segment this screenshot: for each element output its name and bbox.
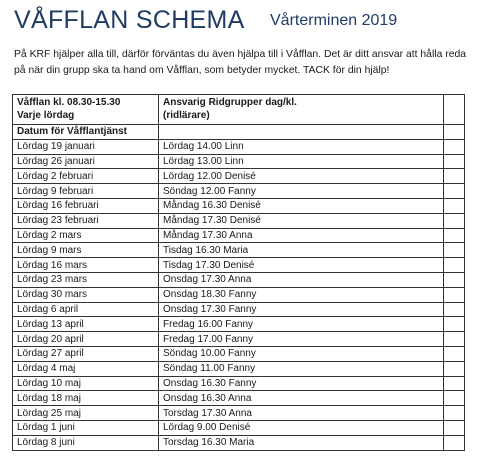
header-cell-date	[13, 95, 159, 125]
table-row	[13, 317, 465, 332]
date-cell: Lördag 10 maj	[13, 376, 159, 391]
empty-cell	[444, 243, 465, 258]
header-cell-empty	[444, 95, 465, 125]
date-cell: Lördag 27 april	[13, 346, 159, 361]
empty-cell	[444, 184, 465, 199]
group-cell: Lördag 13.00 Linn	[159, 154, 444, 169]
date-cell: Lördag 8 juni	[13, 435, 159, 450]
group-cell: Lördag 9.00 Denisé	[159, 420, 444, 435]
empty-cell	[444, 406, 465, 421]
empty-cell	[444, 346, 465, 361]
group-cell: Onsdag 18.30 Fanny	[159, 287, 444, 302]
date-cell: Lördag 9 februari	[13, 184, 159, 199]
table-row	[13, 302, 465, 317]
group-cell: Lördag 14.00 Linn	[159, 139, 444, 154]
date-cell: Lördag 16 mars	[13, 258, 159, 273]
group-cell: Söndag 11.00 Fanny	[159, 361, 444, 376]
empty-cell	[444, 154, 465, 169]
table-row	[13, 169, 465, 184]
date-cell: Lördag 1 juni	[13, 420, 159, 435]
empty-cell	[444, 287, 465, 302]
subheader-cell-empty	[444, 125, 465, 140]
table-row	[13, 287, 465, 302]
empty-cell	[444, 228, 465, 243]
group-cell: Måndag 17.30 Denisé	[159, 213, 444, 228]
empty-cell	[444, 213, 465, 228]
group-cell: Fredag 16.00 Fanny	[159, 317, 444, 332]
table-row	[13, 198, 465, 213]
group-cell: Söndag 12.00 Fanny	[159, 184, 444, 199]
table-row	[13, 243, 465, 258]
empty-cell	[444, 198, 465, 213]
group-cell: Torsdag 16.30 Maria	[159, 435, 444, 450]
term-label: Vårterminen 2019	[270, 12, 398, 29]
header-date-line2: Varje lördag	[17, 110, 75, 121]
table-row	[13, 228, 465, 243]
intro-paragraph: På KRF hjälper alla till, därför förväntas du även hjälpa till i Våfflan. Det är ditt ansvar att hålla reda på när din grupp ska ta hand om Våfflan, som betyder mycket. TACK för din hjälp!	[14, 49, 467, 76]
date-cell: Lördag 23 mars	[13, 272, 159, 287]
table-row	[13, 406, 465, 421]
header-date-line1: Våfflan kl. 08.30-15.30	[17, 97, 121, 108]
table-subheader-row	[13, 125, 465, 140]
table-row	[13, 184, 465, 199]
date-cell: Lördag 4 maj	[13, 361, 159, 376]
header-group-line1: Ansvarig Ridgrupper dag/kl.	[163, 97, 297, 108]
table-row	[13, 272, 465, 287]
table-row	[13, 213, 465, 228]
subheader-cell: Datum för Våfflantjänst	[13, 125, 159, 140]
group-cell: Torsdag 17.30 Anna	[159, 406, 444, 421]
date-cell: Lördag 23 februari	[13, 213, 159, 228]
date-cell: Lördag 20 april	[13, 332, 159, 347]
empty-cell	[444, 258, 465, 273]
empty-cell	[444, 435, 465, 450]
empty-cell	[444, 391, 465, 406]
table-row	[13, 361, 465, 376]
empty-cell	[444, 139, 465, 154]
table-row	[13, 391, 465, 406]
group-cell: Onsdag 16.30 Anna	[159, 391, 444, 406]
empty-cell	[444, 302, 465, 317]
table-row	[13, 420, 465, 435]
header-group-line2: (ridlärare)	[163, 110, 210, 121]
date-cell: Lördag 9 mars	[13, 243, 159, 258]
header-cell-group	[159, 95, 444, 125]
table-row	[13, 258, 465, 273]
date-cell: Lördag 2 februari	[13, 169, 159, 184]
group-cell: Fredag 17.00 Fanny	[159, 332, 444, 347]
date-cell: Lördag 16 februari	[13, 198, 159, 213]
empty-cell	[444, 272, 465, 287]
group-cell: Onsdag 16.30 Fanny	[159, 376, 444, 391]
subheader-cell-empty	[159, 125, 444, 140]
table-row	[13, 435, 465, 450]
table-row	[13, 332, 465, 347]
empty-cell	[444, 420, 465, 435]
group-cell: Tisdag 17.30 Denisé	[159, 258, 444, 273]
date-cell: Lördag 18 maj	[13, 391, 159, 406]
empty-cell	[444, 169, 465, 184]
table-header-row	[13, 95, 465, 125]
empty-cell	[444, 361, 465, 376]
date-cell: Lördag 2 mars	[13, 228, 159, 243]
table-row	[13, 346, 465, 361]
schedule-table-body	[13, 95, 465, 451]
group-cell: Onsdag 17.30 Anna	[159, 272, 444, 287]
empty-cell	[444, 332, 465, 347]
date-cell: Lördag 26 januari	[13, 154, 159, 169]
date-cell: Lördag 13 april	[13, 317, 159, 332]
group-cell: Måndag 16.30 Denisé	[159, 198, 444, 213]
date-cell: Lördag 6 april	[13, 302, 159, 317]
group-cell: Tisdag 16.30 Maria	[159, 243, 444, 258]
date-cell: Lördag 30 mars	[13, 287, 159, 302]
table-row	[13, 376, 465, 391]
group-cell: Lördag 12.00 Denisé	[159, 169, 444, 184]
document-header	[14, 4, 474, 36]
group-cell: Måndag 17.30 Anna	[159, 228, 444, 243]
group-cell: Onsdag 17.30 Fanny	[159, 302, 444, 317]
page-title: VÅFFLAN SCHEMA	[14, 6, 245, 34]
date-cell: Lördag 25 maj	[13, 406, 159, 421]
table-row	[13, 154, 465, 169]
table-row	[13, 139, 465, 154]
group-cell: Söndag 10.00 Fanny	[159, 346, 444, 361]
empty-cell	[444, 317, 465, 332]
date-cell: Lördag 19 januari	[13, 139, 159, 154]
empty-cell	[444, 376, 465, 391]
schedule-table	[12, 94, 465, 451]
